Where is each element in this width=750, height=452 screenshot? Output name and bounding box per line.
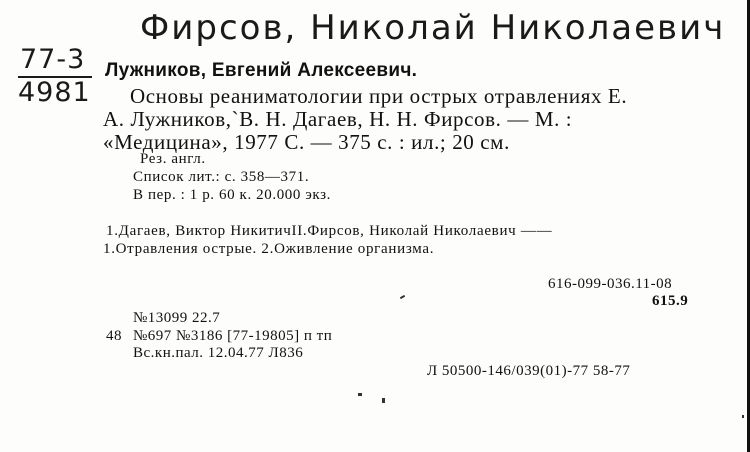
print-speck	[742, 415, 744, 418]
note-line: Рез. англ.	[140, 151, 206, 167]
note-line: Список лит.: с. 358—371.	[133, 169, 310, 185]
shelf-mark-top: 77-3	[20, 44, 86, 75]
print-speck	[400, 295, 405, 299]
tracing-line: 1.Дагаев, Виктор НикитичII.Фирсов, Николай Николаевич ——	[106, 223, 553, 239]
order-line: №13099 22.7	[133, 310, 221, 326]
title-line: «Медицина», 1977 С. — 375 с. : ил.; 20 см.	[103, 130, 510, 154]
index-code: Л 50500-146/039(01)-77 58-77	[427, 363, 631, 379]
title-line: Основы реаниматологии при острых отравлениях Е.	[130, 84, 628, 108]
pal-line: Вс.кн.пал. 12.04.77 Л836	[133, 345, 304, 361]
print-speck	[358, 393, 362, 396]
author-heading: Лужников, Евгений Алексеевич.	[105, 60, 418, 81]
print-speck	[382, 398, 385, 403]
bbk-code: 615.9	[652, 293, 689, 309]
handwritten-heading: Фирсов, Николай Николаевич	[140, 8, 726, 48]
note-line: В пер. : 1 р. 60 к. 20.000 экз.	[133, 187, 331, 203]
udc-code: 616-099-036.11-08	[548, 276, 673, 292]
title-line: А. Лужников,`В. Н. Дагаев, Н. Н. Фирсов. — М. :	[103, 107, 573, 131]
order-refs: №697 №3186 [77-19805] п тп	[133, 328, 333, 344]
shelf-mark-bottom: 4981	[18, 77, 91, 108]
batch-number: 48	[106, 328, 122, 344]
tracing-line: 1.Отравления острые. 2.Оживление организма.	[103, 241, 435, 257]
